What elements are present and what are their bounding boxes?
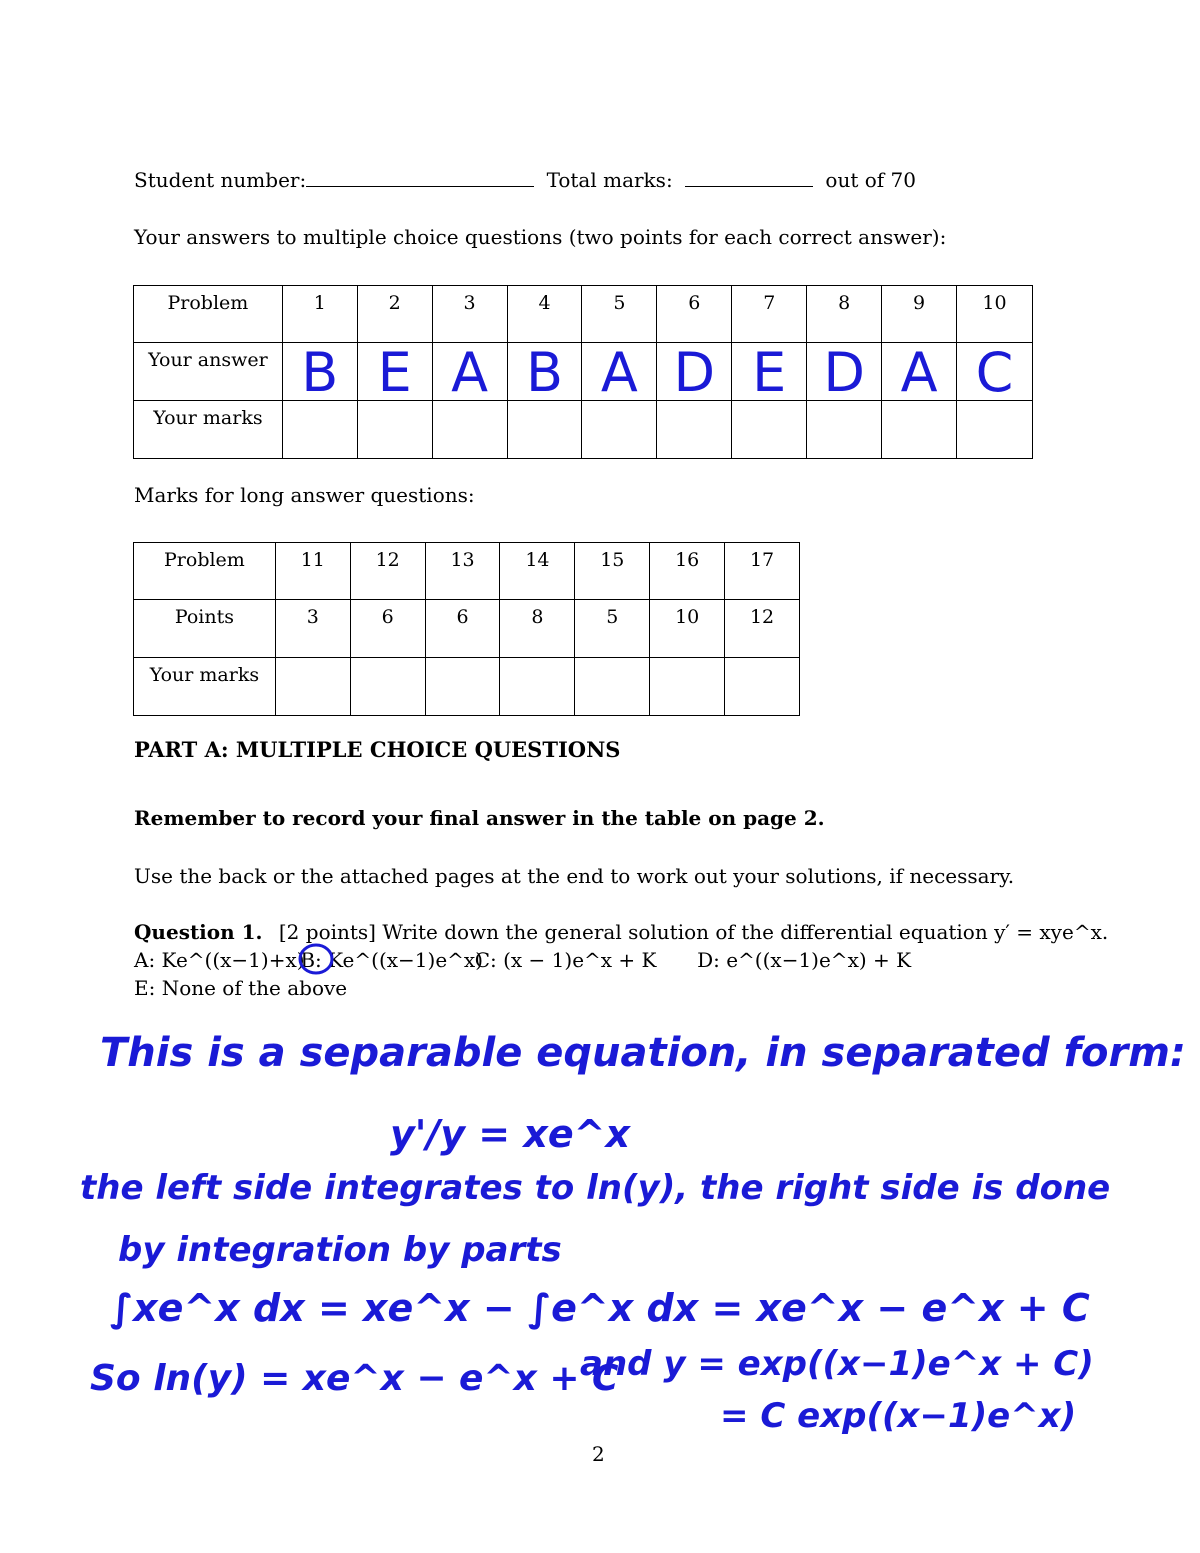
long-points-value: 12 <box>725 600 800 658</box>
long-problem-number: 17 <box>725 543 800 600</box>
long-problem-number: 11 <box>275 543 350 600</box>
student-number-label: Student number: <box>134 168 307 192</box>
mc-row-label: Your answer <box>134 343 283 401</box>
long-row-label: Your marks <box>134 658 276 716</box>
long-marks-cell[interactable] <box>275 658 350 716</box>
mc-problem-number: 7 <box>732 286 807 343</box>
part-a-title: PART A: MULTIPLE CHOICE QUESTIONS <box>134 737 621 762</box>
student-number-field[interactable] <box>306 168 534 187</box>
long-problem-row <box>134 543 800 600</box>
long-marks-cell[interactable] <box>575 658 650 716</box>
mc-answer-cell[interactable] <box>882 341 957 404</box>
option-e[interactable]: E: None of the above <box>134 976 348 1000</box>
mc-row-label: Your marks <box>134 401 283 459</box>
mc-problem-number: 3 <box>432 286 507 343</box>
long-problem-number: 15 <box>575 543 650 600</box>
long-points-value: 10 <box>650 600 725 658</box>
handwritten-answer: E <box>752 341 787 404</box>
long-marks-cell[interactable] <box>425 658 500 716</box>
handwritten-answer: A <box>600 341 638 404</box>
mc-problem-number: 2 <box>357 286 432 343</box>
handwritten-answer: B <box>525 341 564 404</box>
long-points-value: 6 <box>350 600 425 658</box>
long-problem-number: 13 <box>425 543 500 600</box>
mc-marks-cell[interactable] <box>582 401 657 459</box>
mc-marks-cell[interactable] <box>882 401 957 459</box>
total-marks-field[interactable] <box>685 168 813 187</box>
handwritten-line-1: This is a separable equation, in separated form: <box>100 1030 1186 1076</box>
long-points-row <box>134 600 800 658</box>
mc-marks-cell[interactable] <box>432 401 507 459</box>
mc-marks-cell[interactable] <box>732 401 807 459</box>
mc-problem-row <box>134 286 1033 343</box>
option-b[interactable]: B: Ke^((x−1)e^x) <box>300 948 483 972</box>
header-line <box>134 168 916 192</box>
mc-marks-row <box>134 401 1033 459</box>
mc-answer-cell[interactable] <box>582 341 657 404</box>
mc-problem-number: 8 <box>807 286 882 343</box>
answer-circle-mark <box>296 941 336 977</box>
long-problem-number: 12 <box>350 543 425 600</box>
long-marks-cell[interactable] <box>725 658 800 716</box>
mc-problem-number: 9 <box>882 286 957 343</box>
long-points-value: 5 <box>575 600 650 658</box>
mc-problem-number: 6 <box>657 286 732 343</box>
mc-answer-cell[interactable] <box>957 341 1033 404</box>
mc-marks-cell[interactable] <box>357 401 432 459</box>
mc-intro: Your answers to multiple choice questions (two points for each correct answer): <box>134 225 947 249</box>
mc-problem-number: 4 <box>507 286 582 343</box>
option-c[interactable]: C: (x − 1)e^x + K <box>474 948 657 972</box>
mc-answer-cell[interactable] <box>282 341 357 404</box>
mc-answer-cell[interactable] <box>507 341 582 404</box>
mc-answer-cell[interactable] <box>357 341 432 404</box>
reminder-text: Remember to record your final answer in the table on page 2. <box>134 806 825 830</box>
handwritten-line-5: ∫xe^x dx = xe^x − ∫e^x dx = xe^x − e^x + C <box>110 1286 1090 1330</box>
long-marks-cell[interactable] <box>350 658 425 716</box>
mc-answer-cell[interactable] <box>732 341 807 404</box>
long-points-value: 6 <box>425 600 500 658</box>
option-a[interactable]: A: Ke^((x−1)+x) <box>134 948 305 972</box>
handwritten-line-6a: So ln(y) = xe^x − e^x + C <box>90 1358 619 1399</box>
handwritten-answer: B <box>301 341 339 404</box>
handwritten-answer: E <box>377 341 412 404</box>
long-marks-cell[interactable] <box>500 658 575 716</box>
mc-problem-number: 5 <box>582 286 657 343</box>
question-1 <box>134 920 1108 944</box>
handwritten-line-3: the left side integrates to ln(y), the right side is done <box>80 1168 1111 1208</box>
mc-marks-cell[interactable] <box>807 401 882 459</box>
handwritten-answer: D <box>823 341 865 404</box>
mc-marks-cell[interactable] <box>657 401 732 459</box>
question-1-text: [2 points] Write down the general solution of the differential equation y′ = xye^x. <box>278 920 1109 944</box>
long-answer-label: Marks for long answer questions: <box>134 483 475 507</box>
handwritten-answer: A <box>451 341 489 404</box>
handwritten-line-6b: and y = exp((x−1)e^x + C) <box>580 1344 1094 1384</box>
out-of-label: out of 70 <box>825 168 916 192</box>
handwritten-line-2: y'/y = xe^x <box>390 1112 630 1156</box>
mc-answer-cell[interactable] <box>807 341 882 404</box>
mc-answer-table <box>133 285 1033 459</box>
handwritten-answer: A <box>900 341 938 404</box>
long-marks-row <box>134 658 800 716</box>
long-points-value: 3 <box>275 600 350 658</box>
handwritten-line-7: = C exp((x−1)e^x) <box>720 1396 1077 1436</box>
mc-problem-number: 10 <box>957 286 1033 343</box>
page-number: 2 <box>592 1442 605 1466</box>
long-row-label: Problem <box>134 543 276 600</box>
handwritten-answer: C <box>975 341 1014 404</box>
mc-answer-cell[interactable] <box>657 341 732 404</box>
mc-row-label: Problem <box>134 286 283 343</box>
long-problem-number: 14 <box>500 543 575 600</box>
total-marks-label: Total marks: <box>546 168 673 192</box>
long-row-label: Points <box>134 600 276 658</box>
mc-marks-cell[interactable] <box>507 401 582 459</box>
long-points-value: 8 <box>500 600 575 658</box>
mc-marks-cell[interactable] <box>957 401 1033 459</box>
handwritten-line-4: by integration by parts <box>118 1230 562 1270</box>
handwritten-answer: D <box>673 341 716 404</box>
long-answer-table <box>133 542 800 716</box>
mc-answer-row <box>134 343 1033 401</box>
mc-problem-number: 1 <box>282 286 357 343</box>
mc-answer-cell[interactable] <box>432 341 507 404</box>
long-problem-number: 16 <box>650 543 725 600</box>
option-d[interactable]: D: e^((x−1)e^x) + K <box>697 948 912 972</box>
mc-marks-cell[interactable] <box>282 401 357 459</box>
long-marks-cell[interactable] <box>650 658 725 716</box>
question-1-options <box>134 948 911 972</box>
question-1-label: Question 1. <box>134 920 263 944</box>
use-back-text: Use the back or the attached pages at the end to work out your solutions, if necessary. <box>134 864 1015 888</box>
